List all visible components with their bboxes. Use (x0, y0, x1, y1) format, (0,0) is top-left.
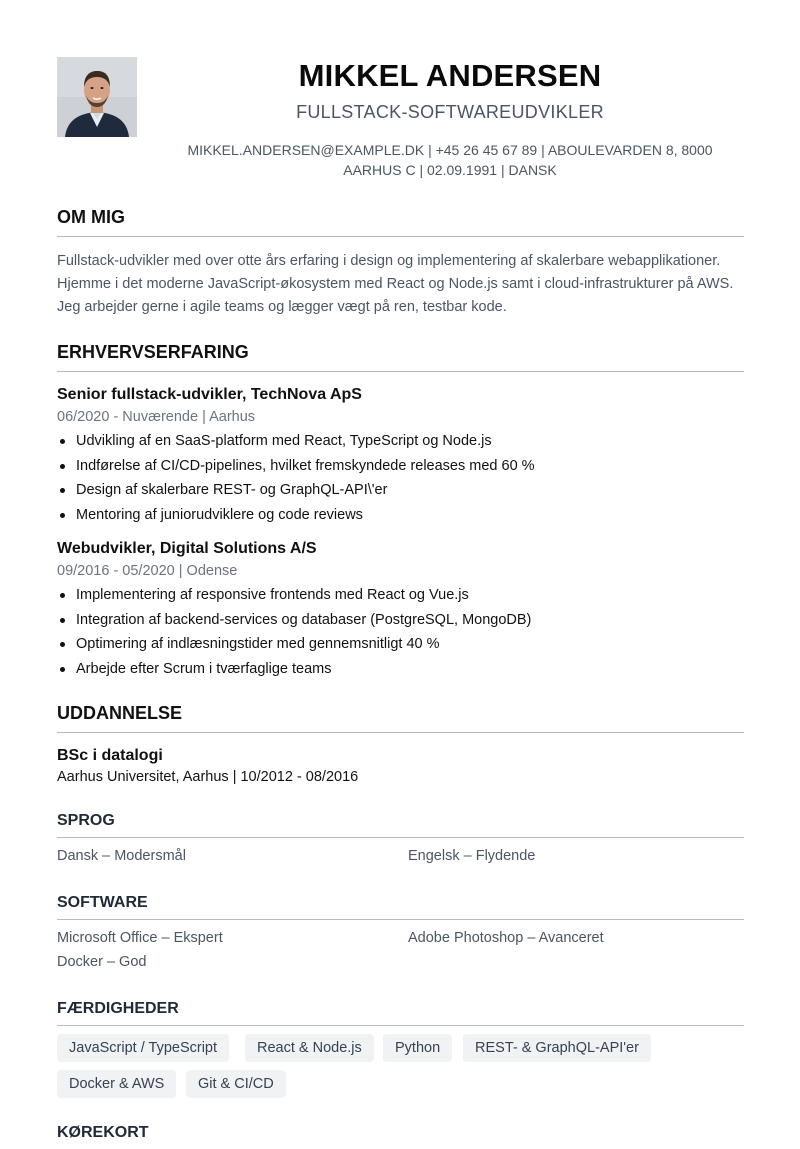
skill-tag: Git & CI/CD (186, 1070, 286, 1098)
software-item: Docker – God (57, 954, 147, 970)
section-heading-software: SOFTWARE (57, 894, 744, 920)
about-text: Fullstack-udvikler med over otte års erfaring i design og implementering af skalerbare webapplikationer. Hjemme i det moderne JavaScript-økosystem med React og Node.js samt i cloud-infrastrukturer på AWS. Jeg arbejder gerne i agile teams og lægger vægt på ren, testbar kode. (57, 253, 734, 315)
contact-line-1: MIKKEL.ANDERSEN@EXAMPLE.DK | +45 26 45 67 89 | ABOULEVARDEN 8, 8000 (187, 142, 713, 158)
list-item: Arbejde efter Scrum i tværfaglige teams (57, 657, 747, 682)
list-item: Udvikling af en SaaS-platform med React, TypeScript og Node.js (57, 429, 747, 454)
section-heading-license: KØREKORT (57, 1124, 149, 1141)
skill-tag: Docker & AWS (57, 1070, 176, 1098)
section-heading-languages: SPROG (57, 812, 744, 838)
list-item: Mentoring af juniorudviklere og code reviews (57, 503, 747, 528)
candidate-name: MIKKEL ANDERSEN (298, 58, 602, 93)
section-heading-skills: FÆRDIGHEDER (57, 1000, 744, 1026)
skill-tag: REST- & GraphQL-API'er (463, 1034, 651, 1062)
list-item: Integration af backend-services og databaser (PostgreSQL, MongoDB) (57, 608, 747, 633)
contact-line-2: AARHUS C | 02.09.1991 | DANSK (343, 162, 557, 178)
job-meta-2: 09/2016 - 05/2020 | Odense (57, 563, 238, 579)
profile-photo-image (57, 57, 137, 137)
language-item: Dansk – Modersmål (57, 848, 186, 864)
skill-tag: React & Node.js (245, 1034, 374, 1062)
profile-photo (57, 57, 137, 137)
education-meta: Aarhus Universitet, Aarhus | 10/2012 - 08/2016 (57, 769, 359, 785)
candidate-title: FULLSTACK-SOFTWAREUDVIKLER (296, 102, 604, 122)
education-degree: BSc i datalogi (57, 747, 163, 764)
software-item: Microsoft Office – Ekspert (57, 930, 223, 946)
list-item: Indførelse af CI/CD-pipelines, hvilket fremskyndede releases med 60 % (57, 454, 747, 479)
section-heading-about: OM MIG (57, 207, 744, 237)
job-title-1: Senior fullstack-udvikler, TechNova ApS (57, 386, 362, 403)
section-heading-education: UDDANNELSE (57, 703, 744, 733)
section-heading-experience: ERHVERVSERFARING (57, 342, 744, 372)
software-item: Adobe Photoshop – Avanceret (408, 930, 604, 946)
job-bullets-2 (57, 583, 747, 681)
language-item: Engelsk – Flydende (408, 848, 536, 864)
list-item: Design af skalerbare REST- og GraphQL-API\'er (57, 478, 747, 503)
list-item: Optimering af indlæsningstider med gennemsnitligt 40 % (57, 632, 747, 657)
skill-tag: JavaScript / TypeScript (57, 1034, 229, 1062)
job-title-2: Webudvikler, Digital Solutions A/S (57, 540, 317, 557)
skill-tag: Python (383, 1034, 452, 1062)
job-meta-1: 06/2020 - Nuværende | Aarhus (57, 409, 256, 425)
list-item: Implementering af responsive frontends med React og Vue.js (57, 583, 747, 608)
contact-info (160, 140, 740, 180)
job-bullets-1 (57, 429, 747, 527)
